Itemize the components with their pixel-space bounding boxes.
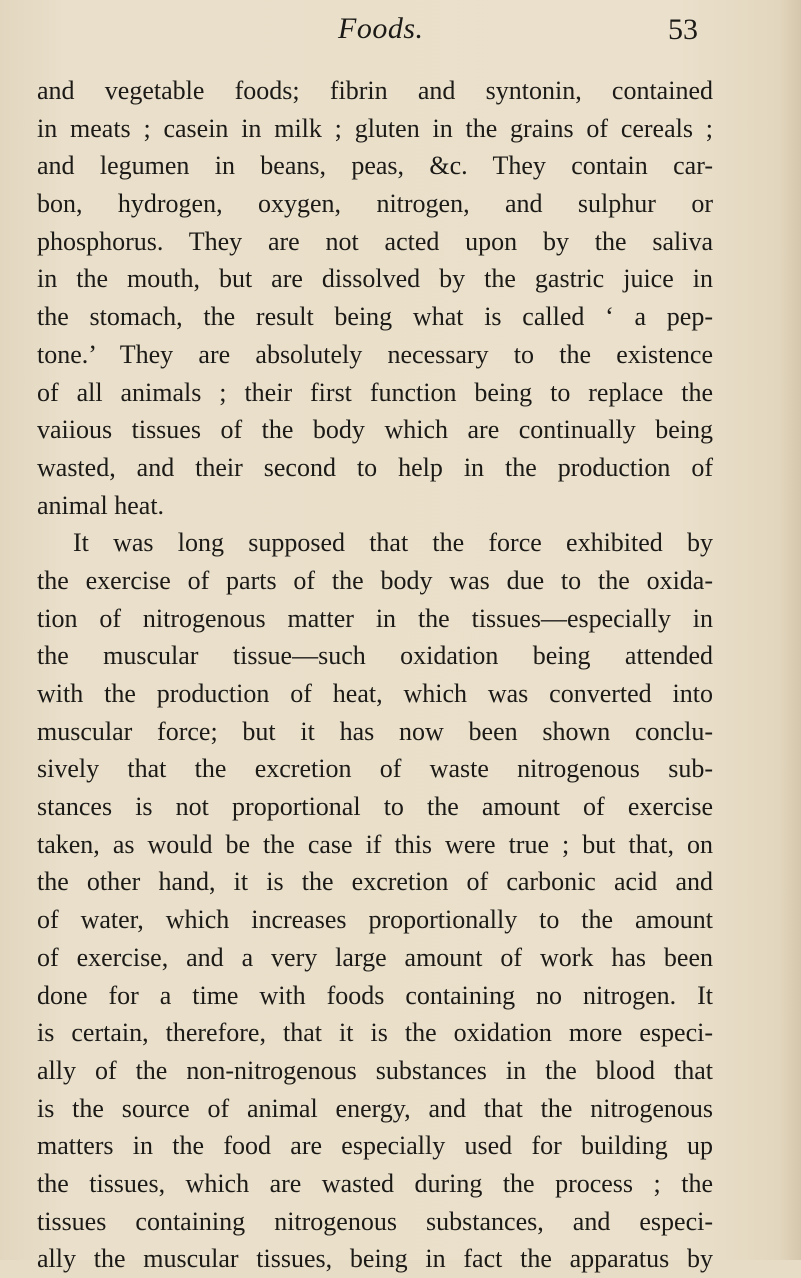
text-line: tissues containing nitrogenous substances, and especi- bbox=[37, 1206, 713, 1236]
text-line: of water, which increases proportionally to the amount bbox=[37, 905, 713, 935]
text-line: in the mouth, but are dissolved by the gastric juice in bbox=[37, 264, 713, 294]
text-line: the tissues, which are wasted during the process ; the bbox=[37, 1168, 713, 1198]
text-line: and vegetable foods; fibrin and syntonin, contained bbox=[37, 76, 713, 105]
text-line: tion of nitrogenous matter in the tissues—especially in bbox=[37, 603, 713, 633]
text-line: muscular force; but it has now been shown conclu- bbox=[37, 716, 713, 746]
text-line: phosphorus. They are not acted upon by the saliva bbox=[37, 226, 713, 256]
page-number: 53 bbox=[668, 13, 698, 46]
text-line: taken, as would be the case if this were true ; but that, on bbox=[37, 829, 713, 859]
body-text bbox=[37, 72, 713, 1278]
text-line: bon, hydrogen, oxygen, nitrogen, and sulphur or bbox=[37, 189, 713, 219]
text-line: in meats ; casein in milk ; gluten in the grains of cereals ; bbox=[37, 113, 713, 143]
text-line: is the source of animal energy, and that the nitrogenous bbox=[37, 1093, 713, 1123]
text-line: the exercise of parts of the body was due to the oxida- bbox=[37, 565, 713, 595]
text-line: stances is not proportional to the amount of exercise bbox=[37, 792, 713, 822]
text-line: the other hand, it is the excretion of carbonic acid and bbox=[37, 867, 713, 897]
text-line: ally the muscular tissues, being in fact the apparatus by bbox=[37, 1244, 713, 1274]
text-line: the muscular tissue—such oxidation being attended bbox=[37, 641, 713, 671]
text-line: of all animals ; their first function being to replace the bbox=[37, 377, 713, 407]
text-line: and legumen in beans, peas, &c. They contain car- bbox=[37, 151, 713, 181]
paragraph-first-line: It was long supposed that the force exhibited by bbox=[73, 528, 713, 558]
page-edge-shadow bbox=[779, 0, 801, 1260]
text-line: done for a time with foods containing no nitrogen. It bbox=[37, 980, 713, 1010]
text-line: matters in the food are especially used for building up bbox=[37, 1131, 713, 1161]
paragraph-last-line: animal heat. bbox=[37, 490, 165, 520]
text-line: wasted, and their second to help in the production of bbox=[37, 452, 713, 482]
page-header bbox=[0, 12, 801, 52]
text-line: ally of the non-nitrogenous substances in the blood that bbox=[37, 1055, 713, 1085]
text-line: with the production of heat, which was converted into bbox=[37, 679, 713, 708]
text-line: vaiious tissues of the body which are continually being bbox=[37, 415, 713, 445]
text-line: is certain, therefore, that it is the oxidation more especi- bbox=[37, 1018, 713, 1048]
text-line: sively that the excretion of waste nitrogenous sub- bbox=[37, 754, 713, 784]
text-line: of exercise, and a very large amount of work has been bbox=[37, 942, 713, 972]
text-line: tone.’ They are absolutely necessary to the existence bbox=[37, 339, 713, 369]
running-title: Foods. bbox=[338, 12, 424, 45]
text-line: the stomach, the result being what is called ‘ a pep- bbox=[37, 302, 713, 332]
